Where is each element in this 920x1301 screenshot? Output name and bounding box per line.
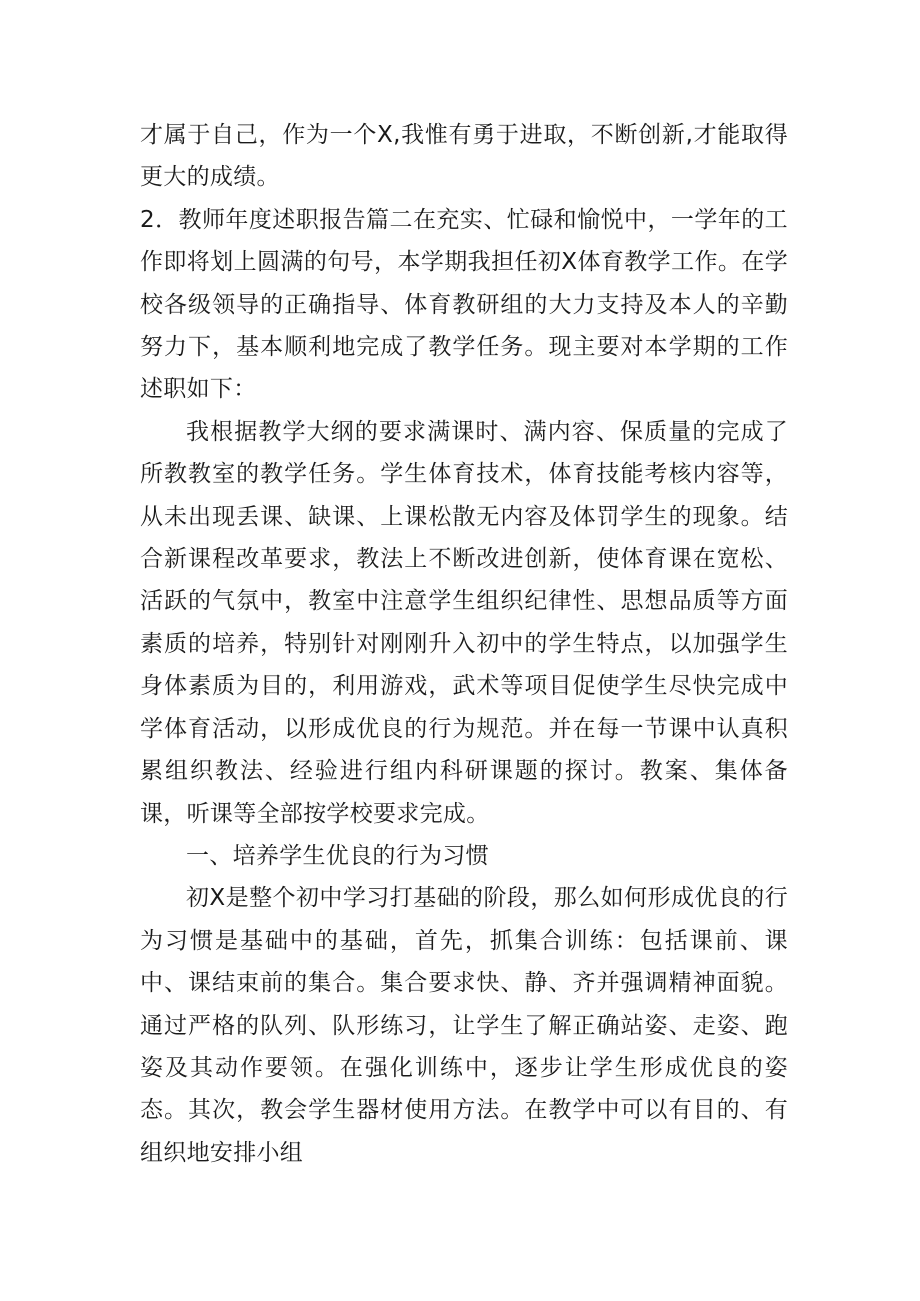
paragraph-teaching-tasks: 我根据教学大纲的要求满课时、满内容、保质量的完成了所教教室的教学任务。学生体育技术，体育技能考核内容等，从未出现丢课、缺课、上课松散无内容及体罚学生的现象。结合新课程改革要求，教法上不断改进创新，使体育课在宽松、活跃的气氛中，教室中注意学生组织纪律性、思想品质等方面素质的培养，特别针对刚刚升入初中的学生特点，以加强学生身体素质为目的，利用游戏，武术等项目促使学生尽快完成中学体育活动，以形成优良的行为规范。并在每一节课中认真积累组织教法、经验进行组内科研课题的探讨。教案、集体备课，听课等全部按学校要求完成。 xyxy=(140,418,788,827)
paragraph-report-intro: 2．教师年度述职报告篇二在充实、忙碌和愉悦中，一学年的工作即将划上圆满的句号，本学期我担任初X体育教学工作。在学校各级领导的正确指导、体育教研组的大力支持及本人的辛勤努力下，基本顺利地完成了教学任务。现主要对本学期的工作述职如下： xyxy=(140,206,788,403)
paragraph-continuation: 才属于自己，作为一个X,我惟有勇于进取，不断创新,才能取得更大的成绩。 xyxy=(140,122,788,191)
document-body xyxy=(140,114,788,1174)
paragraph-behavior-habits: 初X是整个初中学习打基础的阶段，那么如何形成优良的行为习惯是基础中的基础，首先，抓集合训练：包括课前、课中、课结束前的集合。集合要求快、静、齐并强调精神面貌。通过严格的队列、队形练习，让学生了解正确站姿、走姿、跑姿及其动作要领。在强化训练中，逐步让学生形成优良的姿态。其次，教会学生器材使用方法。在教学中可以有目的、有组织地安排小组 xyxy=(140,885,788,1166)
section-heading-behavior-habits: 一、培养学生优良的行为习惯 xyxy=(186,842,489,869)
